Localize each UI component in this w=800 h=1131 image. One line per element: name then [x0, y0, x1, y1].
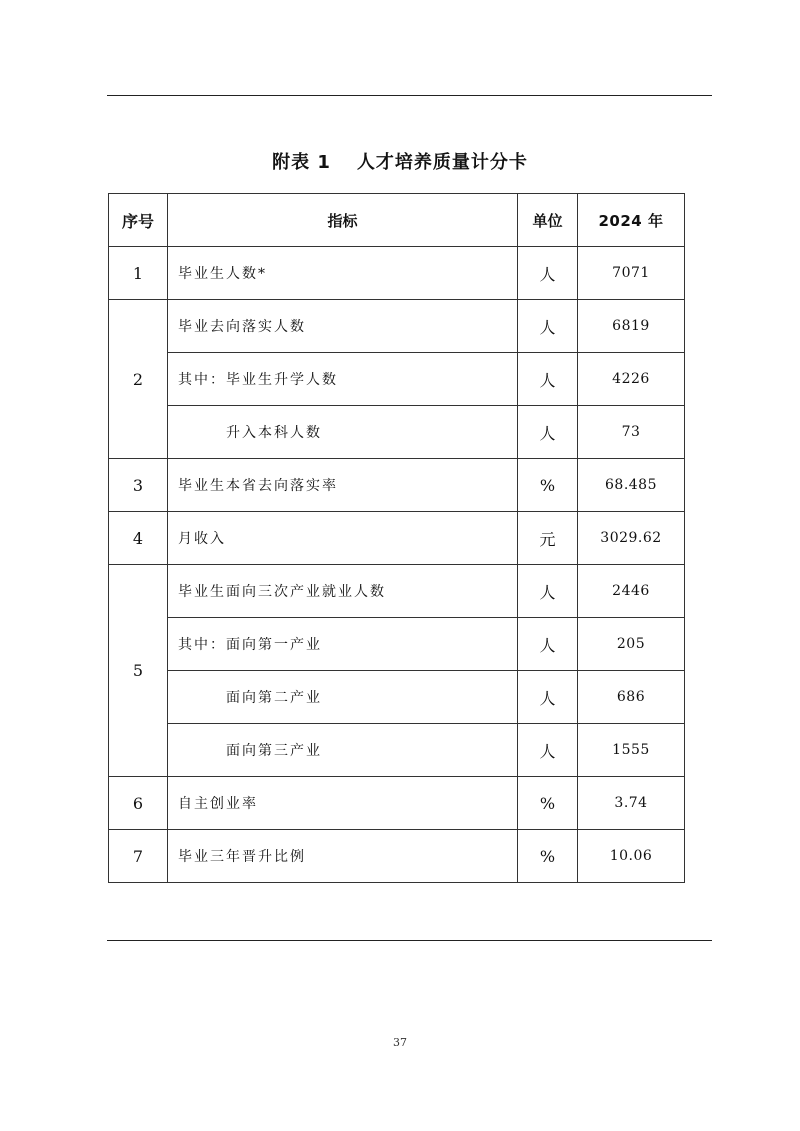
indicator-cell: 面向第三产业 [168, 724, 518, 777]
table-row [109, 512, 685, 565]
unit-cell: 元 [518, 512, 578, 565]
table-row [109, 618, 685, 671]
row-number: 2 [109, 300, 168, 459]
row-number: 1 [109, 247, 168, 300]
talent-quality-scorecard-table [108, 193, 685, 883]
table-row [109, 830, 685, 883]
indicator-cell: 毕业生本省去向落实率 [168, 459, 518, 512]
value-cell: 6819 [578, 300, 685, 353]
unit-cell: 人 [518, 300, 578, 353]
value-cell: 3.74 [578, 777, 685, 830]
unit-cell: 人 [518, 406, 578, 459]
indicator-cell: 毕业生人数* [168, 247, 518, 300]
value-cell: 3029.62 [578, 512, 685, 565]
row-number: 7 [109, 830, 168, 883]
table-row [109, 724, 685, 777]
table-row [109, 300, 685, 353]
table-row [109, 565, 685, 618]
table-row [109, 777, 685, 830]
indicator-cell: 升入本科人数 [168, 406, 518, 459]
unit-cell: % [518, 830, 578, 883]
indicator-cell: 面向第二产业 [168, 671, 518, 724]
table-row [109, 671, 685, 724]
value-cell: 686 [578, 671, 685, 724]
table-header-row [109, 194, 685, 247]
indicator-cell: 其中：毕业生升学人数 [168, 353, 518, 406]
table-row [109, 247, 685, 300]
unit-cell: 人 [518, 724, 578, 777]
header-indicator: 指标 [168, 194, 518, 247]
table-row [109, 406, 685, 459]
title-prefix: 附表 1 [272, 152, 331, 173]
title-main: 人才培养质量计分卡 [356, 152, 528, 173]
indicator-cell: 毕业去向落实人数 [168, 300, 518, 353]
row-number: 4 [109, 512, 168, 565]
value-cell: 73 [578, 406, 685, 459]
header-unit: 单位 [518, 194, 578, 247]
unit-cell: 人 [518, 247, 578, 300]
indicator-cell: 其中：面向第一产业 [168, 618, 518, 671]
footer-rule [107, 940, 712, 941]
indicator-cell: 毕业三年晋升比例 [168, 830, 518, 883]
page-title [0, 148, 800, 174]
header-rule [107, 95, 712, 96]
row-number: 6 [109, 777, 168, 830]
unit-cell: 人 [518, 618, 578, 671]
unit-cell: % [518, 777, 578, 830]
row-number: 3 [109, 459, 168, 512]
header-year: 2024 年 [578, 194, 685, 247]
value-cell: 68.485 [578, 459, 685, 512]
page-number: 37 [393, 1036, 407, 1049]
unit-cell: % [518, 459, 578, 512]
value-cell: 7071 [578, 247, 685, 300]
value-cell: 2446 [578, 565, 685, 618]
value-cell: 205 [578, 618, 685, 671]
value-cell: 4226 [578, 353, 685, 406]
indicator-cell: 月收入 [168, 512, 518, 565]
value-cell: 1555 [578, 724, 685, 777]
header-no: 序号 [109, 194, 168, 247]
value-cell: 10.06 [578, 830, 685, 883]
unit-cell: 人 [518, 353, 578, 406]
table-row [109, 459, 685, 512]
table-row [109, 353, 685, 406]
indicator-cell: 毕业生面向三次产业就业人数 [168, 565, 518, 618]
indicator-cell: 自主创业率 [168, 777, 518, 830]
unit-cell: 人 [518, 565, 578, 618]
unit-cell: 人 [518, 671, 578, 724]
row-number: 5 [109, 565, 168, 777]
